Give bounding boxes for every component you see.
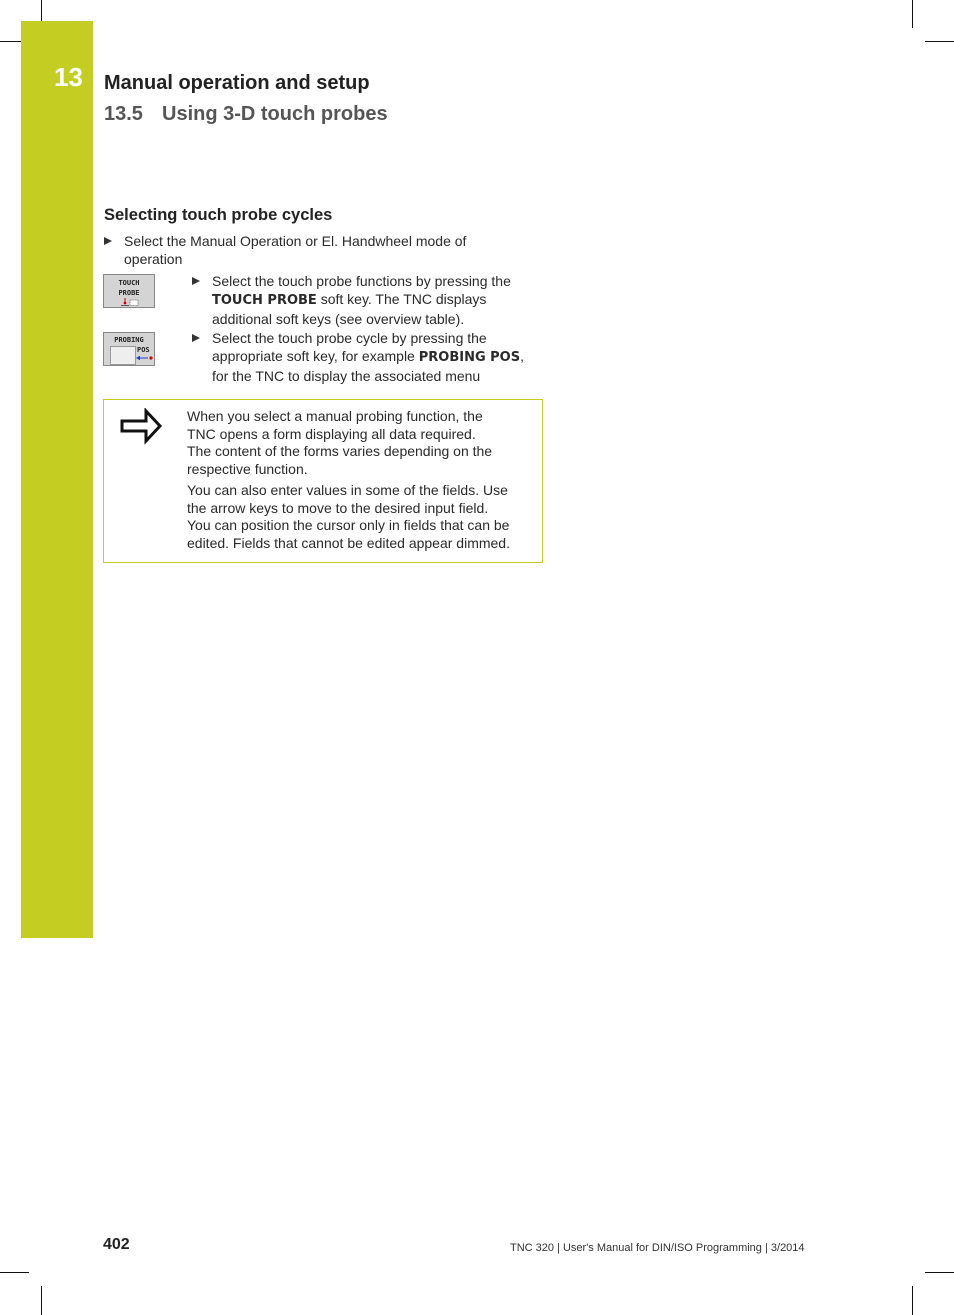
crop-mark [0,1272,29,1273]
softkey-label: PROBE [118,289,140,297]
step-text [192,329,532,385]
note-line: When you select a manual probing function, the [187,408,483,424]
text: Select the touch probe functions by pressing the [212,273,511,289]
footer-text: TNC 320 | User's Manual for DIN/ISO Programming | 3/2014 [510,1242,805,1254]
crop-mark [925,41,954,42]
note-box [103,399,543,563]
section-number: 13.5 [104,103,143,125]
page-number: 402 [103,1236,130,1253]
chapter-title: Manual operation and setup [104,72,370,94]
text: , for the TNC to display the associated menu [212,348,524,384]
touch-probe-icon [121,298,139,306]
hand-arrow-icon [120,408,164,446]
softkey-ref: TOUCH PROBE [212,293,317,308]
text: soft key. The TNC displays additional soft keys (see overview table). [212,291,487,327]
softkey-label: TOUCH [118,279,140,287]
step-text: Select the Manual Operation or El. Handwheel mode of operation [124,233,467,267]
softkey-label: PROBING [114,336,144,344]
bullet-triangle-icon [192,277,200,285]
bullet-triangle-icon [192,334,200,342]
crop-mark [912,1286,913,1315]
section-title [104,103,388,126]
bullet-triangle-icon [104,237,112,245]
step-1 [104,232,504,268]
note-line: the arrow keys to move to the desired input field. [187,499,489,516]
step-text [192,272,532,328]
crop-mark [912,0,913,28]
chapter-number: 13 [54,62,83,92]
step-3 [192,329,532,385]
subsection-heading: Selecting touch probe cycles [104,206,333,224]
note-paragraph-2 [187,482,537,552]
section-name: Using 3-D touch probes [162,103,388,125]
softkey-ref: PROBING POS [418,350,521,365]
note-line: The content of the forms varies depending on the [187,443,493,460]
note-line: You can also enter values in some of the fields. Use [187,482,508,498]
note-line: You can position the cursor only in fields that can be [187,517,510,534]
note-line: TNC opens a form displaying all data required. [187,425,476,442]
touch-probe-softkey[interactable] [103,274,155,308]
probing-pos-icon [136,355,154,361]
probing-pos-softkey[interactable] [103,332,155,366]
step-2 [192,272,532,328]
note-line: respective function. [187,460,308,477]
note-line: edited. Fields that cannot be edited appear dimmed. [187,534,510,551]
crop-mark [41,1286,42,1315]
note-paragraph-1 [187,408,537,478]
crop-mark [925,1272,954,1273]
text: Select the touch probe cycle by pressing the appropriate soft key, for example [212,330,487,364]
crop-mark [0,41,21,42]
softkey-image-area [110,346,136,365]
note-divider [185,400,186,562]
chapter-tab [21,21,93,938]
softkey-label: POS [137,346,150,354]
